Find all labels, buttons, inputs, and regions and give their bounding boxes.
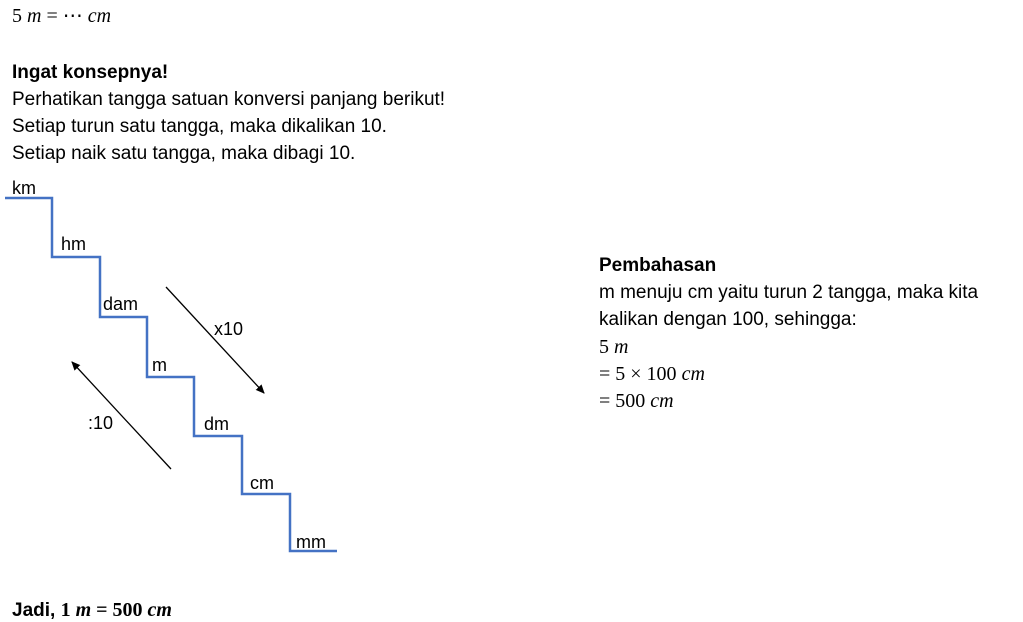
staircase-line [5,198,337,551]
solution-step-1-num: 5 [599,336,609,358]
solution-step-2 [599,364,705,384]
unit-label-dm: dm [204,414,230,434]
unit-label-m: m [152,355,167,375]
unit-label-km: km [12,178,36,198]
conclusion-unit-to: cm [147,599,172,621]
solution-heading: Pembahasan [599,255,717,276]
concept-line-1: Perhatikan tangga satuan konversi panjang berikut! [12,89,446,110]
solution-line-2: kalikan dengan 100, sehingga: [599,309,857,330]
question-unit-to: cm [87,5,112,27]
question-rest: = ⋯ [41,5,88,27]
concept-heading: Ingat konsepnya! [12,62,169,83]
unit-label-mm: mm [296,532,326,552]
solution-step-2-unit: cm [681,363,705,385]
question-unit-from: m [27,5,42,27]
solution-step-1 [599,337,628,357]
concept-line-3: Setiap naik satu tangga, maka dibagi 10. [12,143,356,164]
solution-line-1: m menuju cm yaitu turun 2 tangga, maka kita [599,282,979,303]
solution-step-3-unit: cm [650,390,674,412]
conclusion-eq: = 500 [91,599,148,621]
conclusion-num: 1 [60,599,76,621]
conclusion [12,600,172,620]
divide-label: :10 [88,413,114,433]
solution-step-3-expr: = 500 [599,390,651,412]
unit-label-dam: dam [103,294,139,314]
solution-step-2-expr: = 5 × 100 [599,363,682,385]
solution-step-3 [599,391,674,411]
multiply-label: x10 [214,319,244,339]
unit-label-cm: cm [250,473,274,493]
solution-step-1-unit: m [614,336,629,358]
question-number: 5 [12,5,22,27]
conclusion-unit-from: m [75,599,92,621]
concept-line-2: Setiap turun satu tangga, maka dikalikan 10. [12,116,387,137]
unit-label-hm: hm [61,234,87,254]
conclusion-prefix: Jadi, [12,600,61,621]
